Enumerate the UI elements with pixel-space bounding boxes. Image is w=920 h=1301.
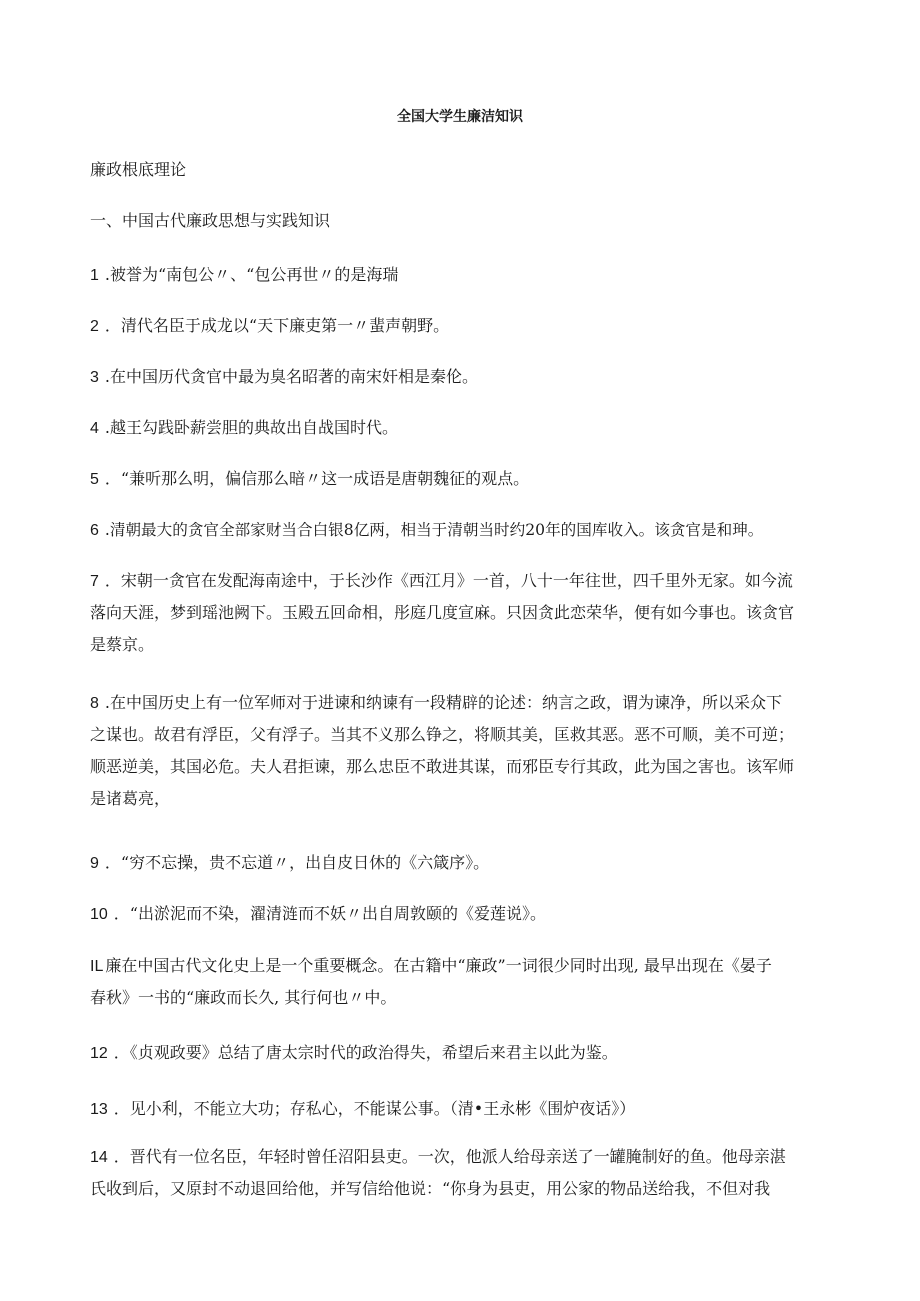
list-item-2 [90, 310, 840, 343]
list-item-7 [90, 565, 840, 661]
subsection-heading: 一、中国古代廉政思想与实践知识 [90, 211, 331, 230]
list-item-3 [90, 361, 840, 394]
item-text: ．《贞观政要》总结了唐太宗时代的政治得失，希望后来君主以此为鉴。 [113, 1043, 618, 1062]
list-item-5 [90, 463, 840, 496]
item-number: 3 [90, 369, 99, 386]
item-text: .清朝最大的贪官全部家财当合白银8亿两，相当于清朝当时约20年的国库收入。该贪官是和珅。 [104, 521, 764, 539]
item-text: ．清代名臣于成龙以“天下廉吏第一〃蜚声朝野。 [104, 316, 450, 335]
item-text: ．“穷不忘操，贵不忘道〃，出自皮日休的《六箴序》。 [104, 853, 490, 872]
item-number: 8 [90, 695, 99, 712]
item-text: .越王勾践卧薪尝胆的典故出自战国时代。 [104, 418, 398, 437]
item-text-line: 是蔡京。 [90, 635, 155, 654]
item-number: 10 [90, 906, 108, 923]
item-number: 14 [90, 1149, 108, 1166]
list-item-10 [90, 898, 840, 931]
item-text: ．“兼听那么明，偏信那么暗〃这一成语是唐朝魏征的观点。 [104, 469, 530, 488]
item-text-line: .在中国历史上有一位军师对于进谏和纳谏有一段精辟的论述：纳言之政，谓为谏净，所以采众下 [104, 693, 782, 712]
item-number: 4 [90, 420, 99, 437]
item-text: .在中国历代贪官中最为臭名昭著的南宋奸相是秦伦。 [104, 367, 478, 386]
document-title: 全国大学生廉洁知识 [397, 109, 523, 125]
item-text-line: 春秋》一书的“廉政而长久, 其行何也〃中。 [90, 988, 397, 1007]
item-number: 6 [90, 522, 99, 539]
item-number: 1 [90, 267, 99, 284]
list-item-11 [90, 950, 840, 1014]
list-item-13 [90, 1093, 840, 1126]
item-number: 2 [90, 318, 99, 335]
item-number: 7 [90, 573, 99, 590]
item-text-line: 廉在中国古代文化史上是一个重要概念。在古籍中“廉政”一词很少同时出现, 最早出现在《晏子 [105, 956, 772, 975]
item-text-line: 是诸葛亮， [90, 789, 171, 808]
list-item-8 [90, 687, 840, 815]
item-text: .被誉为“南包公〃、“包公再世〃的是海瑞 [104, 265, 399, 284]
item-text: ．“出淤泥而不染，濯清涟而不妖〃出自周敦颐的《爱莲说》。 [113, 904, 546, 923]
item-number: 12 [90, 1045, 108, 1062]
list-item-12 [90, 1037, 840, 1070]
item-text-line: 落向天涯，梦到瑶池阙下。玉殿五回命相，彤庭几度宣麻。只因贪此恋荣华，便有如今事也。该贪官 [90, 603, 795, 622]
item-number: IL [90, 958, 104, 975]
list-item-14 [90, 1141, 840, 1205]
item-number: 5 [90, 471, 99, 488]
section-heading: 廉政根底理论 [90, 160, 187, 179]
item-text: ．见小利，不能立大功；存私心，不能谋公事。（清•王永彬《围炉夜话》） [113, 1099, 636, 1118]
item-number: 13 [90, 1101, 108, 1118]
list-item-9 [90, 847, 840, 880]
list-item-4 [90, 412, 840, 445]
item-text-line: 之谋也。故君有浮臣，父有浮子。当其不义那么铮之，将顺其美，匡救其恶。恶不可顺，美不可逆； [90, 725, 795, 744]
item-number: 9 [90, 855, 99, 872]
list-item-6 [90, 514, 850, 547]
item-text-line: 氏收到后，又原封不动退回给他，并写信给他说：“你身为县吏，用公家的物品送给我，不但对我 [90, 1179, 771, 1198]
item-text-line: ．宋朝一贪官在发配海南途中，于长沙作《西江月》一首，八十一年往世，四千里外无家。如今流 [104, 571, 793, 590]
list-item-1 [90, 259, 840, 292]
item-text-line: 顺恶逆美，其国必危。夫人君拒谏，那么忠臣不敢进其谋，而邪臣专行其政，此为国之害也。该军师 [90, 757, 795, 776]
item-text-line: ．晋代有一位名臣，年轻时曾任沼阳县吏。一次，他派人给母亲送了一罐腌制好的鱼。他母亲湛 [113, 1147, 786, 1166]
